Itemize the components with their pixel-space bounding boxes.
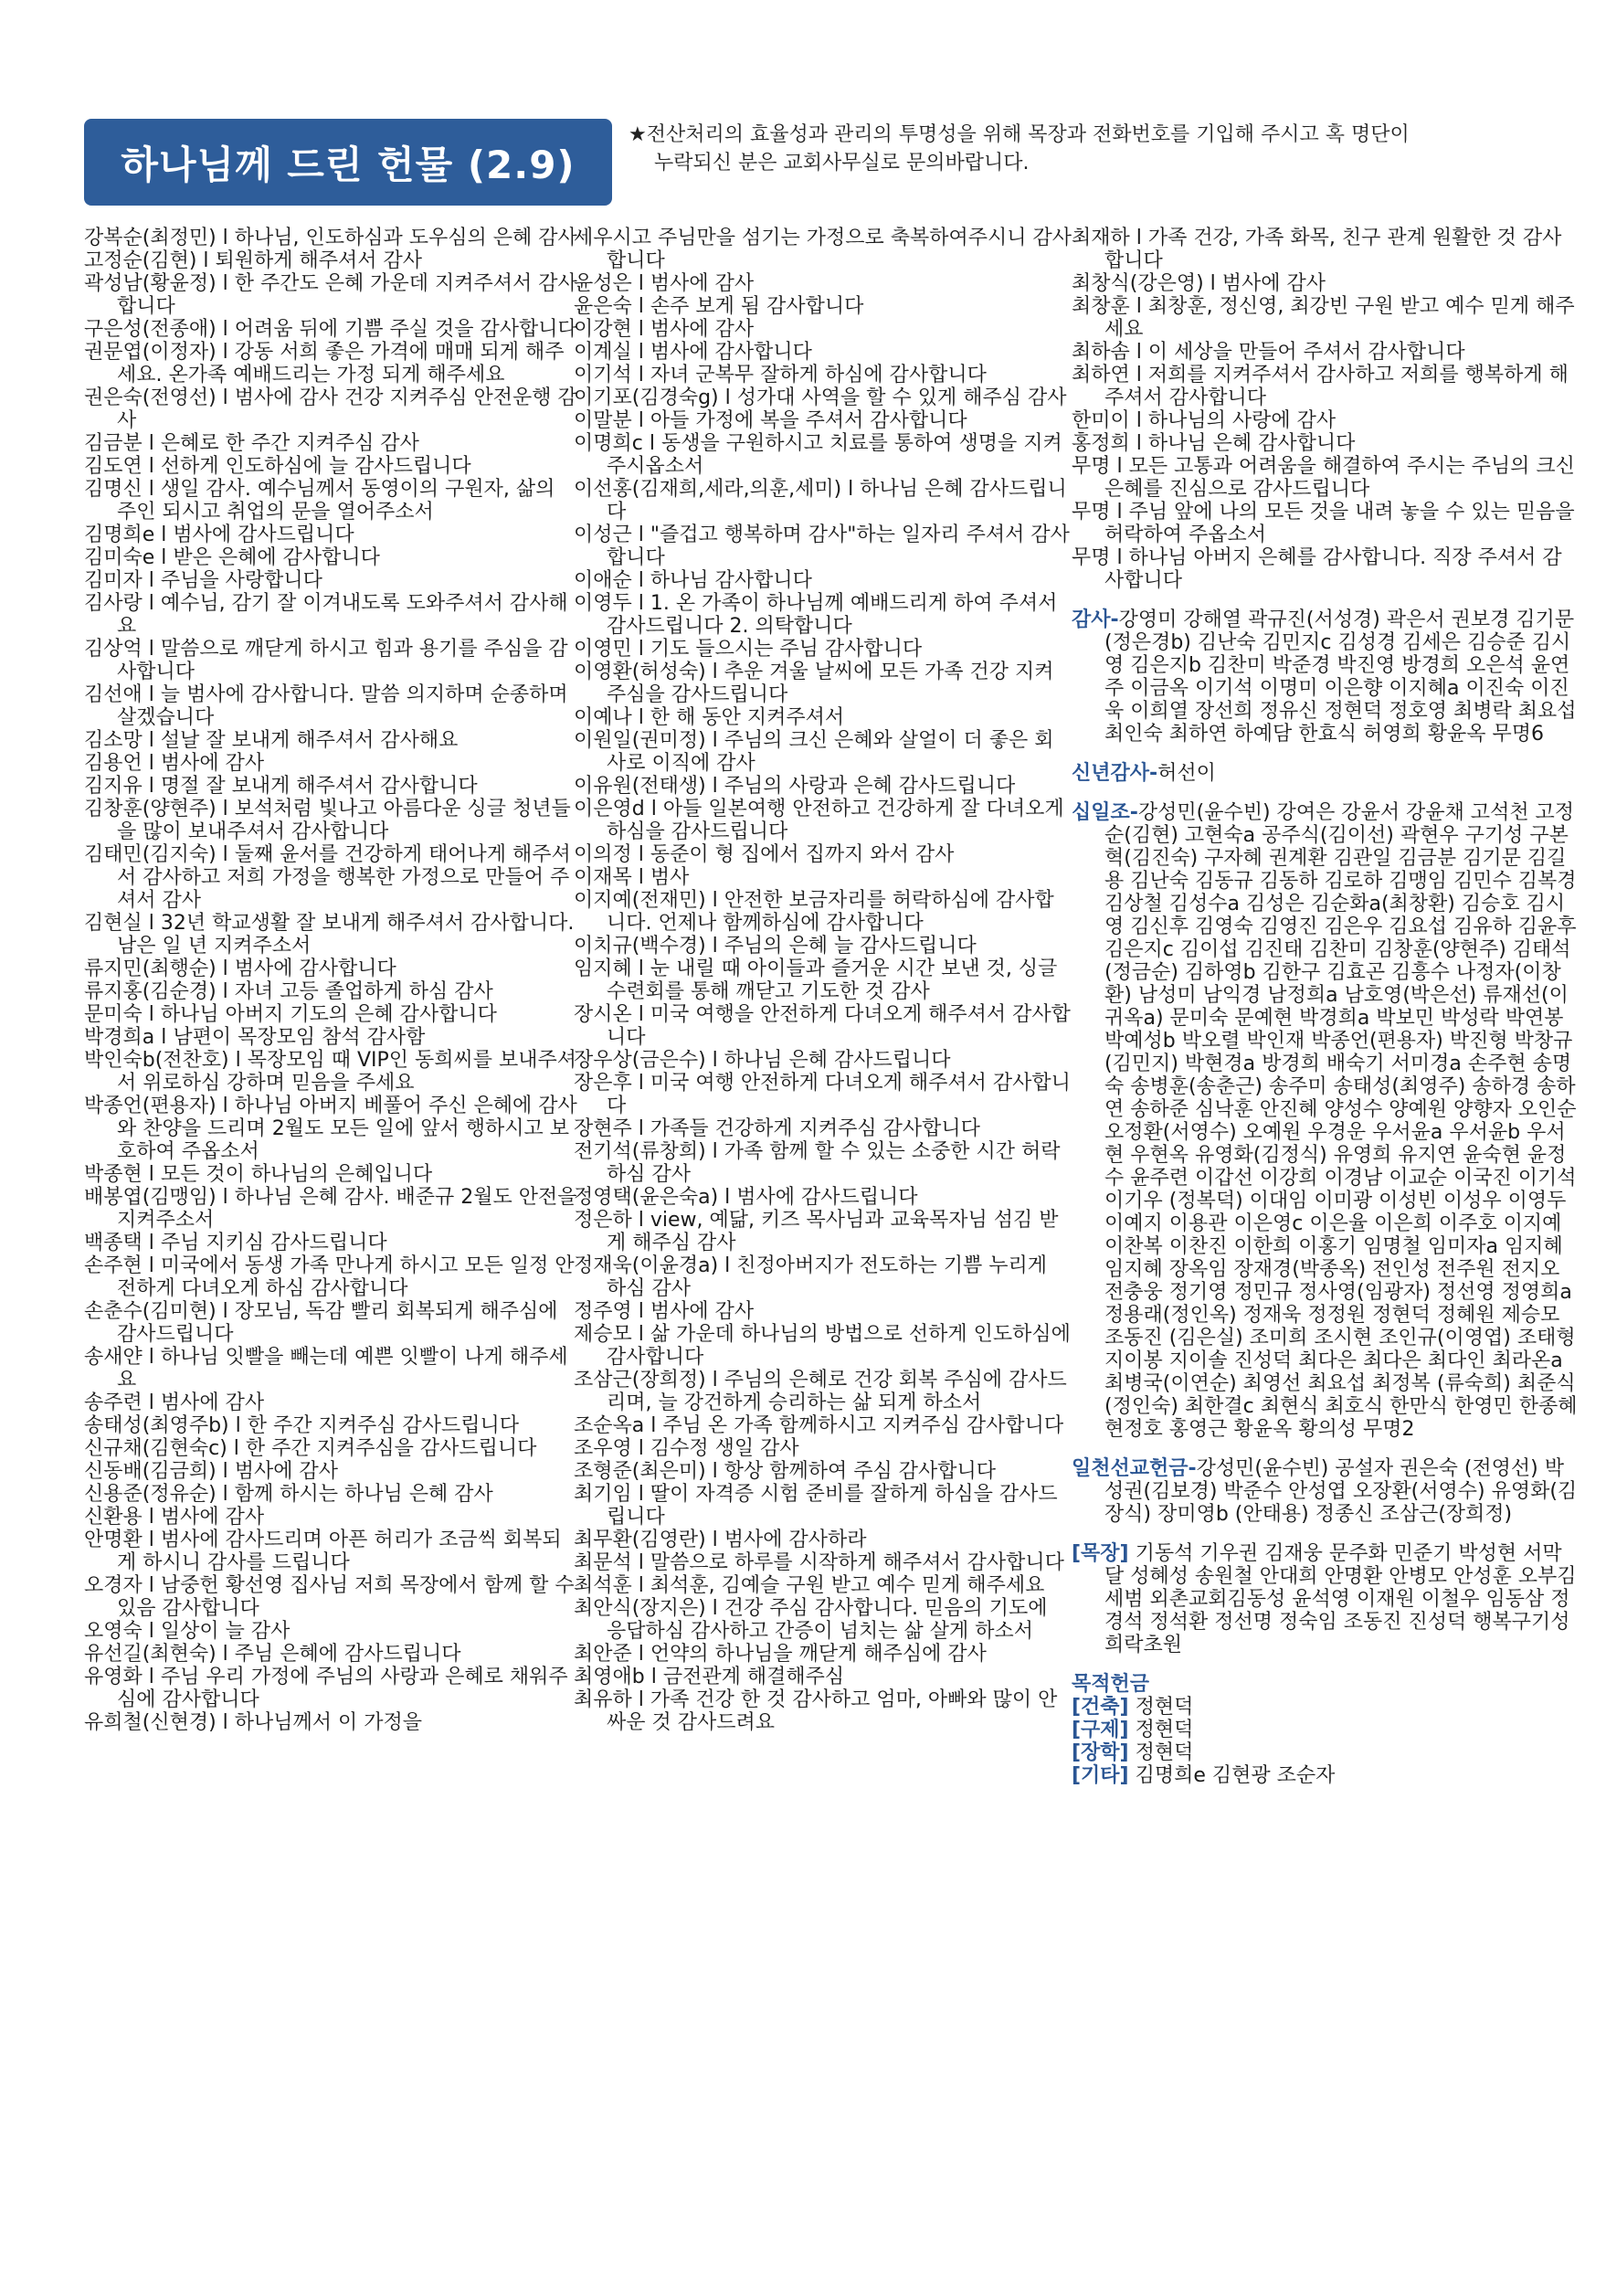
offering-entry: 무명 l 하나님 아버지 은혜를 감사합니다. 직장 주셔서 감사합니다 [1072,546,1562,592]
offering-entry: 이은영d l 아들 일본여행 안전하고 건강하게 잘 다녀오게 하심을 감사드립니다 [574,798,1064,843]
offering-entry: 최재하 l 가족 건강, 가족 화목, 친구 관계 원활한 것 감사합니다 [1072,227,1562,272]
offering-entry: 정주영 l 범사에 감사 [574,1300,755,1323]
offering-entry: 이지예(전재민) l 안전한 보금자리를 허락하심에 감사합니다. 언제나 함께하심에 감사합니다 [574,889,1054,935]
offering-entry: 이영두 l 1. 온 가족이 하나님께 예배드리게 하여 주셔서 감사드립니다 2. 의탁합니다 [574,592,1058,638]
offering-entry: 신용준(정유순) l 함께 하시는 하나님 은혜 감사 [84,1483,493,1506]
offering-entry: 김명신 l 생일 감사. 예수님께서 동영이의 구원자, 삶의 주인 되시고 취업의 문을 열어주소서 [84,478,555,524]
offering-entry: 김태민(김지숙) l 둘째 윤서를 건강하게 태어나게 해주셔서 감사하고 저희 가정을 행복한 가정으로 만들어 주셔서 감사 [84,843,571,912]
offering-entry: 백종택 l 주님 지키심 감사드립니다 [84,1232,387,1254]
offering-entry: 윤은숙 l 손주 보게 됨 감사합니다 [574,295,864,318]
offering-entry: 김도연 l 선하게 인도하심에 늘 감사드립니다 [84,455,471,478]
page-title: 하나님께 드린 헌물 (2.9) [84,119,612,206]
offering-entry: 김창훈(양현주) l 보석처럼 빛나고 아름다운 싱글 청년들을 많이 보내주셔서 감사합니다 [84,798,571,843]
offering-entry: 장시온 l 미국 여행을 안전하게 다녀오게 해주셔서 감사합니다 [574,1003,1071,1049]
offering-entry: 최기임 l 딸이 자격증 시험 준비를 잘하게 하심을 감사드립니다 [574,1483,1058,1529]
offering-entry: 이강현 l 범사에 감사 [574,318,755,341]
offering-section [1072,762,1579,785]
purpose-label: [구제] [1072,1719,1129,1741]
offering-entry: 한미이 l 하나님의 사랑에 감사 [1072,409,1337,432]
offering-entry: 권문엽(이정자) l 강동 서희 좋은 가격에 매매 되게 해주세요. 온가족 예배드리는 가정 되게 해주세요 [84,341,565,386]
section-label: 일천선교헌금- [1072,1457,1197,1480]
column-1 [84,227,577,1734]
section-names: 강성민(윤수빈) 공설자 권은숙 (전영선) 박성권(김보경) 박준수 안성엽 오장환(서영수) 유영화(김장식) 장미영b (안태용) 정종신 조삼근(장희정) [1104,1457,1578,1526]
offering-entry: 이영민 l 기도 들으시는 주님 감사합니다 [574,638,923,661]
section-label: 감사- [1072,608,1119,631]
offering-entry: 이기포(김경숙g) l 성가대 사역을 할 수 있게 해주심 감사 [574,386,1067,409]
offering-entry: 신동배(김금희) l 범사에 감사 [84,1460,339,1483]
offering-entry: 최영애b l 금전관계 해결해주심 [574,1666,845,1688]
purpose-offering-list [1072,1696,1579,1787]
offering-entry: 류지민(최행순) l 범사에 감사합니다 [84,958,396,980]
notice-line-2: 누락되신 분은 교회사무실로 문의바랍니다. [654,152,1030,175]
offering-entry: 이영환(허성숙) l 추운 겨울 날씨에 모든 가족 건강 지켜 주심을 감사드립니다 [574,661,1054,706]
offering-entry: 김금분 l 은혜로 한 주간 지켜주심 감사 [84,432,419,455]
offering-entry: 유영화 l 주님 우리 가정에 주님의 사랑과 은혜로 채워주심에 감사합니다 [84,1666,568,1711]
column-3 [1072,227,1579,1787]
offering-entry: 무명 l 모든 고통과 어려움을 해결하여 주시는 주님의 크신 은혜를 진심으로 감사드립니다 [1072,455,1575,501]
offering-entry: 박인숙b(전찬호) l 목장모임 때 VIP인 동희씨를 보내주셔서 위로하심 강하며 믿음을 주세요 [84,1049,577,1095]
offering-entry: 오경자 l 남중헌 황선영 집사님 저희 목장에서 함께 할 수 있음 감사합니다 [84,1574,575,1620]
offering-section [1072,608,1579,746]
offering-entry: 최창식(강은영) l 범사에 감사 [1072,272,1326,295]
offering-entry: 김현실 l 32년 학교생활 잘 보내게 해주셔서 감사합니다. 남은 일 년 지켜주소서 [84,912,575,958]
offering-entry: 손춘수(김미현) l 장모님, 독감 빨리 회복되게 해주심에 감사드립니다 [84,1300,558,1346]
purpose-names: 김명희e 김현광 조순자 [1128,1764,1336,1787]
purpose-names: 정현덕 [1128,1719,1194,1741]
offering-entry: 최문석 l 말씀으로 하루를 시작하게 해주셔서 감사합니다 [574,1551,1064,1574]
offering-section [1072,801,1579,1441]
offering-entry: 장현주 l 가족들 건강하게 지켜주심 감사합니다 [574,1117,980,1140]
offering-entry: 조순옥a l 주님 온 가족 함께하시고 지켜주심 감사합니다 [574,1414,1064,1437]
offering-entry: 조형준(최은미) l 항상 함께하여 주심 감사합니다 [574,1460,997,1483]
offering-entry: 윤성은 l 범사에 감사 [574,272,755,295]
offering-entry: 김미자 l 주님을 사랑합니다 [84,569,322,592]
section-names: 강성민(윤수빈) 강여은 강윤서 강윤채 고석천 고정순(김현) 고현숙a 공주식(김이선) 곽현우 구기성 구본혁(김진숙) 구자혜 권계환 김관일 김금분 김기문 김길용 김난숙 김동규 김동하 김로하 김맹임 김민수 김복경 김상철 김성수a 김성은 김순화a(최창환) 김승호 김시영 김신후 김영숙 김영진 김은우 김요섭 김유하 김윤후 김은지c 김이섭 김진태 김찬미 김창훈(양현주) 김태석(정금순) 김하영b 김한구 김효곤 김흥수 나정자(이창환) 남성미 남익경 남정희a 남호영(박은선) 류재선(이귀옥a) 문미숙 문예현 박경희a 박보민 박성락 박연봉 박예성b 박오렬 박인재 박종언(편용자) 박진형 박창규(김민지) 박현경a 방경희 배숙기 서미경a 손주현 송명숙 송병훈(송춘근) 송주미 송태성(최영주) 송하경 송하연 송하준 심낙훈 안진혜 양성수 양예원 양향자 오인순 오정환(서영수) 오예원 우경운 우서윤a 우서윤b 우서현 우현옥 유영화(김정식) 유영희 유지연 윤숙현 윤정수 윤주련 이갑선 이강희 이경남 이교순 이국진 이기석 이기우 (정복덕) 이대임 이미광 이성빈 이성우 이영두 이예지 이용관 이은영c 이은율 이은희 이주호 이지예 이찬복 이찬진 이한희 이홍기 임명철 임미자a 임지혜 임지혜 장옥임 장재경(박종옥) 전인성 전주원 전지오 전충웅 정기영 정민규 정사영(임광자) 정선영 정영희a 정용래(정인옥) 정재욱 정정원 정현덕 정혜원 제승모 조동진 (김은실) 조미희 조시현 조인규(이영엽) 조태형 지이봉 지이솔 진성덕 최다은 최다은 최다인 최라온a 최병국(이연순) 최영선 최요섭 최정복 (류숙희) 최준식(정인숙) 최한결c 최현식 최호식 한만식 한영민 한종혜 현정호 홍영근 황윤옥 황의성 무명2 [1104,801,1578,1441]
offering-entry: 이치규(백수경) l 주님의 은혜 늘 감사드립니다 [574,935,977,958]
purpose-offering-row [1072,1719,1579,1741]
offering-entry: 임지혜 l 눈 내릴 때 아이들과 즐거운 시간 보낸 것, 싱글 수련회를 통해 깨닫고 기도한 것 감사 [574,958,1058,1003]
section-names: 강영미 강해열 곽규진(서성경) 곽은서 권보경 김기문(정은경b) 김난숙 김민지c 김성경 김세은 김승준 김시영 김은지b 김찬미 박준경 박진영 방경희 오은석 윤연주 이금옥 이기석 이명미 이은향 이지혜a 이진숙 이진욱 이희열 장선희 정유신 정현덕 정호영 최병락 최요섭 최인숙 최하연 하예담 한효식 허영희 황윤옥 무명6 [1104,608,1577,746]
offering-entry: 손주현 l 미국에서 동생 가족 만나게 하시고 모든 일정 안전하게 다녀오게 하심 감사합니다 [84,1254,575,1300]
offering-entry: 신규채(김현숙c) l 한 주간 지켜주심을 감사드립니다 [84,1437,537,1460]
offering-entry: 류지홍(김순경) l 자녀 고등 졸업하게 하심 감사 [84,980,493,1003]
offering-entry: 김명희e l 범사에 감사드립니다 [84,524,354,546]
offering-entry: 최창훈 l 최창훈, 정신영, 최강빈 구원 받고 예수 믿게 해주세요 [1072,295,1575,341]
offering-entry: 김지유 l 명절 잘 보내게 해주셔서 감사합니다 [84,775,478,798]
offering-entry: 최안식(장지은) l 건강 주심 감사합니다. 믿음의 기도에 응답하심 감사하고 간증이 넘치는 삶 살게 하소서 [574,1597,1048,1643]
section-names: 기동석 기우권 김재웅 문주화 민준기 박성현 서막달 성혜성 송원철 안대희 안명환 안병모 안성훈 오부김세범 외촌교회김동성 윤석영 이재원 이철우 임동삼 정경석 정석환 정선명 정숙임 조동진 진성덕 행복구기성 희락초원 [1104,1542,1577,1656]
offering-entry: 이예나 l 한 해 동안 지켜주셔서 [574,706,845,729]
offering-entry: 박종언(편용자) l 하나님 아버지 베풀어 주신 은혜에 감사와 찬양을 드리며 2월도 모든 일에 앞서 행하시고 보호하여 주옵소서 [84,1095,577,1163]
offering-entry: 조우영 l 김수정 생일 감사 [574,1437,799,1460]
offering-entry: 강복순(최정민) l 하나님, 인도하심과 도우심의 은혜 감사 [84,227,577,249]
offering-entry: 김소망 l 설날 잘 보내게 해주셔서 감사해요 [84,729,459,752]
offering-entry: 전기석(류창희) l 가족 함께 할 수 있는 소중한 시간 허락하심 감사 [574,1140,1061,1186]
offering-entry: 유희철(신현경) l 하나님께서 이 가정을 [84,1711,423,1734]
offering-entry: 조삼근(장희정) l 주님의 은혜로 건강 회복 주심에 감사드리며, 늘 강건하게 승리하는 삶 되게 하소서 [574,1369,1067,1414]
offering-entry: 박종현 l 모든 것이 하나님의 은혜입니다 [84,1163,433,1186]
purpose-label: [건축] [1072,1696,1129,1719]
offering-entry: 최석훈 l 최석훈, 김예슬 구원 받고 예수 믿게 해주세요 [574,1574,1045,1597]
purpose-label: [장학] [1072,1741,1129,1764]
purpose-offering-row [1072,1696,1579,1719]
purpose-names: 정현덕 [1128,1696,1194,1719]
offering-entry: 유선길(최현숙) l 주님 은혜에 감사드립니다 [84,1643,461,1666]
column-3-entries [1072,227,1579,592]
offering-entry: 세우시고 주님만을 섬기는 가정으로 축복하여주시니 감사합니다 [574,227,1072,272]
offering-section [1072,1542,1579,1656]
offering-entry: 김사랑 l 예수님, 감기 잘 이겨내도록 도와주셔서 감사해요 [84,592,568,638]
offering-entry: 권은숙(전영선) l 범사에 감사 건강 지켜주심 안전운행 감사 [84,386,577,432]
section-names: 허선이 [1157,762,1216,785]
offering-entry: 장우상(금은수) l 하나님 은혜 감사드립니다 [574,1049,951,1072]
offering-entry: 이말분 l 아들 가정에 복을 주셔서 감사합니다 [574,409,967,432]
offering-entry: 김상억 l 말씀으로 깨닫게 하시고 힘과 용기를 주심을 감사합니다 [84,638,568,683]
offering-entry: 이계실 l 범사에 감사합니다 [574,341,812,364]
offering-sections [1072,608,1579,1656]
offering-entry: 신환용 l 범사에 감사 [84,1506,265,1529]
offering-entry: 최하솜 l 이 세상을 만들어 주셔서 감사합니다 [1072,341,1465,364]
offering-entry: 이성근 l "즐겁고 행복하며 감사"하는 일자리 주셔서 감사합니다 [574,524,1070,569]
offering-entry: 김미숙e l 받은 은혜에 감사합니다 [84,546,380,569]
offering-entry: 최유하 l 가족 건강 한 것 감사하고 엄마, 아빠와 많이 안 싸운 것 감사드려요 [574,1688,1058,1734]
offering-entry: 고정순(김현) l 퇴원하게 해주셔서 감사 [84,249,423,272]
offering-entry: 이애순 l 하나님 감사합니다 [574,569,812,592]
column-2 [574,227,1072,1734]
section-label: 신년감사- [1072,762,1158,785]
offering-entry: 최무환(김영란) l 범사에 감사하라 [574,1529,867,1551]
offering-entry: 문미숙 l 하나님 아버지 기도의 은혜 감사합니다 [84,1003,497,1026]
offering-entry: 김용언 l 범사에 감사 [84,752,265,775]
offering-entry: 최하연 l 저희를 지켜주셔서 감사하고 저희를 행복하게 해주셔서 감사합니다 [1072,364,1569,409]
offering-entry: 안명환 l 범사에 감사드리며 아픈 허리가 조금씩 회복되게 하시니 감사를 드립니다 [84,1529,562,1574]
offering-section [1072,1457,1579,1526]
offering-entry: 무명 l 주님 앞에 나의 모든 것을 내려 놓을 수 있는 믿음을 허락하여 주옵소서 [1072,501,1575,546]
purpose-offering-row [1072,1764,1579,1787]
offering-entry: 오영숙 l 일상이 늘 감사 [84,1620,291,1643]
offering-entry: 이기석 l 자녀 군복무 잘하게 하심에 감사합니다 [574,364,987,386]
offering-entry: 최안준 l 언약의 하나님을 깨닫게 해주심에 감사 [574,1643,987,1666]
offering-entry: 이원일(권미정) l 주님의 크신 은혜와 살얼이 더 좋은 회사로 이직에 감사 [574,729,1054,775]
offering-entry: 이선홍(김재희,세라,의훈,세미) l 하나님 은혜 감사드립니다 [574,478,1067,524]
offering-entry: 이의정 l 동준이 형 집에서 집까지 와서 감사 [574,843,955,866]
offering-entry: 장은후 l 미국 여행 안전하게 다녀오게 해주셔서 감사합니다 [574,1072,1071,1117]
offering-entry: 김선애 l 늘 범사에 감사합니다. 말씀 의지하며 순종하며 살겠습니다 [84,683,568,729]
offering-entry: 정영택(윤은숙a) l 범사에 감사드립니다 [574,1186,918,1209]
offering-entry: 홍정희 l 하나님 은혜 감사합니다 [1072,432,1356,455]
offering-entry: 정은하 l view, 예닮, 키즈 목사님과 교육목자님 섬김 받게 해주심 감사 [574,1209,1059,1254]
purpose-offering-row [1072,1741,1579,1764]
offering-entry: 이명희c l 동생을 구원하시고 치료를 통하여 생명을 지켜주시옵소서 [574,432,1062,478]
offering-entry: 이유원(전태생) l 주님의 사랑과 은혜 감사드립니다 [574,775,1016,798]
notice-line-1: ★전산처리의 효율성과 관리의 투명성을 위해 목장과 전화번호를 기입해 주시고 혹 명단이 [629,123,1410,146]
offering-entry: 구은성(전종애) l 어려움 뒤에 기쁨 주실 것을 감사합니다 [84,318,577,341]
offering-entry: 송새얀 l 하나님 잇빨을 빼는데 예쁜 잇빨이 나게 해주세요 [84,1346,568,1391]
notice [629,121,1542,177]
offering-entry: 곽성남(황윤정) l 한 주간도 은혜 가운데 지켜주셔서 감사합니다 [84,272,577,318]
offering-entry: 정재욱(이윤경a) l 친정아버지가 전도하는 기쁨 누리게 하심 감사 [574,1254,1048,1300]
offering-entry: 제승모 l 삶 가운데 하나님의 방법으로 선하게 인도하심에 감사합니다 [574,1323,1071,1369]
offering-entry: 배봉엽(김맹임) l 하나님 은혜 감사. 배준규 2월도 안전을 지켜주소서 [84,1186,577,1232]
offering-entry: 박경희a l 남편이 목장모임 참석 감사함 [84,1026,426,1049]
section-label: [목장] [1072,1542,1129,1565]
offering-entry: 송태성(최영주b) l 한 주간 지켜주심 감사드립니다 [84,1414,519,1437]
purpose-offering-title: 목적헌금 [1072,1673,1150,1696]
offering-entry: 이재목 l 범사 [574,866,690,889]
purpose-names: 정현덕 [1128,1741,1194,1764]
section-label: 십일조- [1072,801,1138,824]
offering-entry: 송주련 l 범사에 감사 [84,1391,265,1414]
purpose-label: [기타] [1072,1764,1129,1787]
